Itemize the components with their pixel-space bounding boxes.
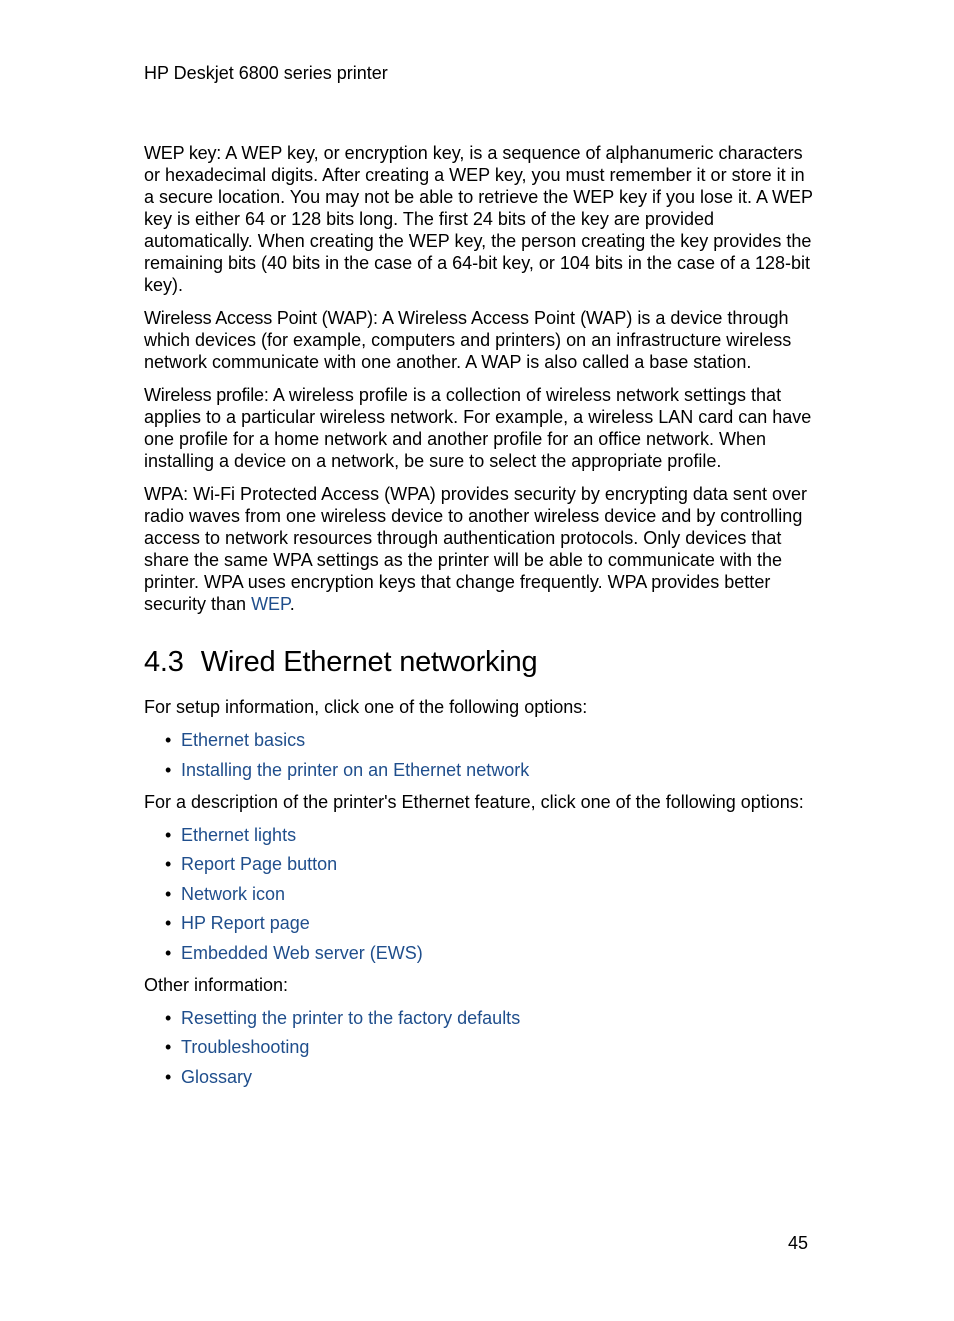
setup-link-list	[144, 729, 814, 781]
glossary-definition: : A WEP key, or encryption key, is a sequence of alphanumeric characters or hexadecimal digits. After creating a WEP key, you must remember it or store it in a secure location. You may not be able to retrieve the WEP key if you lose it. A WEP key is either 64 or 128 bits long. The first 24 bits of the key are provided automatically. When creating the WEP key, the person creating the key provides the remaining bits (40 bits in the case of a 64-bit key, or 104 bits in the case of a 128-bit key).	[144, 143, 813, 295]
factory-defaults-link[interactable]: Resetting the printer to the factory defaults	[181, 1007, 521, 1028]
glossary-term: WEP key	[144, 143, 217, 163]
glossary-entry-wep-key	[144, 142, 814, 296]
other-intro: Other information:	[144, 974, 289, 995]
list-item	[144, 942, 814, 964]
troubleshooting-link[interactable]: Troubleshooting	[181, 1037, 310, 1057]
list-item	[144, 853, 814, 875]
glossary-link[interactable]: Glossary	[181, 1066, 253, 1087]
list-item	[144, 1007, 814, 1029]
glossary-term: WPA	[144, 484, 184, 504]
section-heading	[144, 645, 814, 679]
ethernet-basics-link[interactable]: Ethernet basics	[181, 730, 306, 750]
list-item	[144, 912, 814, 934]
list-item	[144, 729, 814, 751]
page-body	[144, 142, 814, 1098]
section-number: 4.3	[144, 646, 184, 678]
glossary-entry-wap	[144, 307, 814, 373]
section-title: Wired Ethernet networking	[200, 646, 538, 678]
wep-link[interactable]: WEP	[251, 594, 290, 614]
setup-intro: For setup information, click one of the following options:	[144, 697, 588, 717]
list-item	[144, 1066, 814, 1088]
glossary-entry-wpa	[144, 483, 814, 615]
list-item	[144, 824, 814, 846]
feature-link-list	[144, 824, 814, 964]
hp-report-page-link[interactable]: HP Report page	[181, 913, 310, 933]
list-item	[144, 759, 814, 781]
ethernet-lights-link[interactable]: Ethernet lights	[181, 824, 297, 845]
network-icon-link[interactable]: Network icon	[181, 883, 286, 904]
running-header: HP Deskjet 6800 series printer	[144, 63, 388, 83]
glossary-term: Wireless Access Point (WAP)	[144, 308, 373, 328]
feature-intro: For a description of the printer's Ethernet feature, click one of the following options:	[144, 791, 804, 812]
other-link-list	[144, 1007, 814, 1088]
installing-printer-link[interactable]: Installing the printer on an Ethernet network	[181, 759, 530, 780]
report-page-button-link[interactable]: Report Page button	[181, 854, 338, 874]
list-item	[144, 1036, 814, 1058]
glossary-term: Wireless profile	[144, 385, 264, 405]
glossary-definition: : A Wireless Access Point (WAP) is a device through which devices (for example, computers and printers) on an infrastructure wireless network communicate with one another. A WAP is also called a base station.	[144, 308, 792, 372]
glossary-definition: : Wi-Fi Protected Access (WPA) provides security by encrypting data sent over radio waves from one wireless device to another wireless device and by controlling access to network resources through authentication protocols. Only devices that share the same WPA settings as the printer will be able to communicate with the printer. WPA uses encryption keys that change frequently. WPA provides better security than	[144, 484, 807, 614]
glossary-entry-wireless-profile	[144, 384, 814, 472]
glossary-definition-tail: .	[289, 594, 295, 614]
list-item	[144, 883, 814, 905]
ews-link[interactable]: Embedded Web server (EWS)	[181, 942, 423, 963]
page-number: 45	[788, 1233, 809, 1253]
glossary-definition: : A wireless profile is a collection of wireless network settings that applies to a particular wireless network. For example, a wireless LAN card can have one profile for a home network and another profile for an office network. When installing a device on a network, be sure to select the appropriate profile.	[144, 385, 812, 471]
